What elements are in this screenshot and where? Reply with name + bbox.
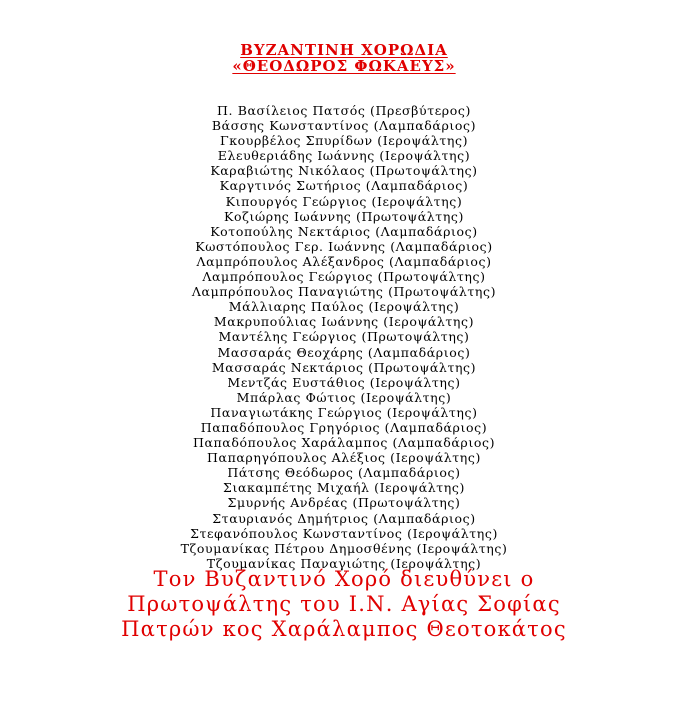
list-item: Μακρυπούλιας Ιωάννης (Ιεροψάλτης) xyxy=(213,314,475,330)
list-item: Πάτσης Θεόδωρος (Λαμπαδάριος) xyxy=(227,465,461,481)
member-list xyxy=(0,103,688,571)
list-item: Κιπουργός Γεώργιος (Ιεροψάλτης) xyxy=(225,193,463,209)
list-item: Στεφανόπουλος Κωνσταντίνος (Ιεροψάλτης) xyxy=(190,525,498,541)
list-item: Κοτοπούλης Νεκτάριος (Λαμπαδάριος) xyxy=(210,223,478,239)
list-item: Ελευθεριάδης Ιωάννης (Ιεροψάλτης) xyxy=(217,148,471,164)
list-item: Π. Βασίλειος Πατσός (Πρεσβύτερος) xyxy=(217,103,471,118)
list-item: Μεντζάς Ευστάθιος (Ιεροψάλτης) xyxy=(227,374,461,390)
list-item: Βάσσης Κωνσταντίνος (Λαμπαδάριος) xyxy=(211,118,477,134)
list-item: Παπαδόπουλος Χαράλαμπος (Λαμπαδάριος) xyxy=(192,435,496,451)
list-item: Λαμπρόπουλος Αλέξανδρος (Λαμπαδάριος) xyxy=(196,253,492,269)
list-item: Σμυρνής Ανδρέας (Πρωτοψάλτης) xyxy=(227,495,461,511)
list-item: Καραβιώτης Νικόλαος (Πρωτοψάλτης) xyxy=(210,163,478,179)
list-item: Μαντέλης Γεώργιος (Πρωτοψάλτης) xyxy=(218,329,470,345)
list-item: Μασσαράς Θεοχάρης (Λαμπαδάριος) xyxy=(217,344,471,360)
list-item: Κωστόπουλος Γερ. Ιωάννης (Λαμπαδάριος) xyxy=(195,238,493,254)
list-item: Λαμπρόπουλος Παναγιώτης (Πρωτοψάλτης) xyxy=(191,284,497,300)
list-item: Γκουρβέλος Σπυρίδων (Ιεροψάλτης) xyxy=(219,133,469,149)
director-line-1: Τον Βυζαντινό Χορό διευθύνει ο xyxy=(153,567,535,591)
list-item: Μασσαράς Νεκτάριος (Πρωτοψάλτης) xyxy=(211,359,477,375)
director-line-3: Πατρών κος Χαράλαμπος Θεοτοκάτος xyxy=(121,617,567,641)
list-item: Παπαδόπουλος Γρηγόριος (Λαμπαδάριος) xyxy=(200,419,488,435)
director-line-2: Πρωτοψάλτης του Ι.Ν. Αγίας Σοφίας xyxy=(127,592,561,616)
list-item: Σιακαμπέτης Μιχαήλ (Ιεροψάλτης) xyxy=(223,480,465,496)
list-item: Τζουμανίκας Πέτρου Δημοσθένης (Ιεροψάλτης) xyxy=(180,540,508,556)
choir-title: ΒΥΖΑΝΤΙΝΗ ΧΟΡΩΔΙΑ xyxy=(240,41,448,59)
list-item: Τζουμανίκας Παναγιώτης (Ιεροψάλτης) xyxy=(206,555,482,571)
choir-subtitle: «ΘΕΟΔΩΡΟΣ ΦΩΚΑΕΥΣ» xyxy=(232,57,456,75)
list-item: Παπαρηγόπουλος Αλέξιος (Ιεροψάλτης) xyxy=(207,450,481,466)
list-item: Παναγιωτάκης Γεώργιος (Ιεροψάλτης) xyxy=(210,404,478,420)
list-item: Μάλλιαρης Παύλος (Ιεροψάλτης) xyxy=(228,299,460,315)
list-item: Μπάρλας Φώτιος (Ιεροψάλτης) xyxy=(236,389,452,405)
list-item: Καργτινός Σωτήριος (Λαμπαδάριος) xyxy=(219,178,469,194)
list-item: Λαμπρόπουλος Γεώργιος (Πρωτοψάλτης) xyxy=(202,269,486,285)
list-item: Κοζιώρης Ιωάννης (Πρωτοψάλτης) xyxy=(224,208,464,224)
list-item: Σταυριανός Δημήτριος (Λαμπαδάριος) xyxy=(212,510,476,526)
